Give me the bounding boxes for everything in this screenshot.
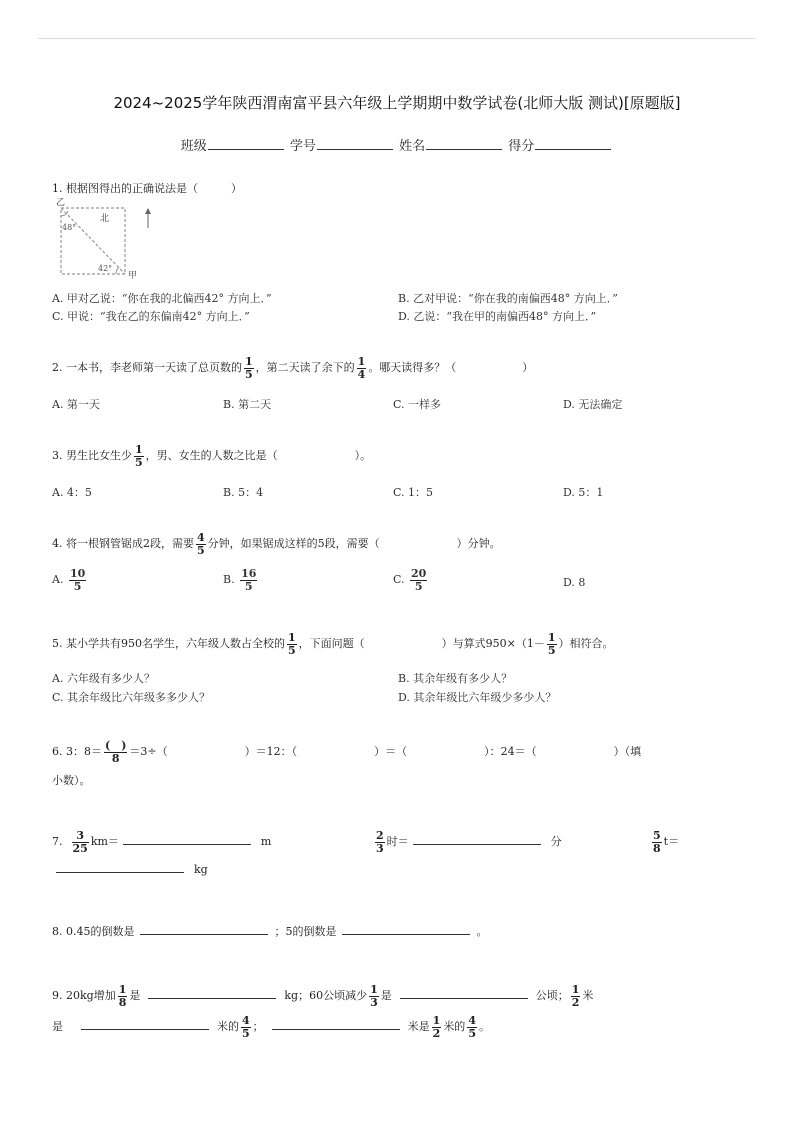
fraction: $\frac{1}{3}$ [370, 983, 378, 1009]
question-5-stem: 5. 某小学共有950名学生，六年级人数占全校的 $\frac{1}{5}$ ，下面问题（ ）与算式950×（1－ $\frac{1}{5}$ ）相符合。 [52, 631, 614, 657]
class-blank[interactable] [208, 137, 284, 150]
question-1-stem: 1. 根据图得出的正确说法是（ ） [52, 182, 242, 195]
direction-figure [52, 194, 152, 280]
point-yi-label: 乙 [56, 198, 66, 208]
q3-option-d[interactable]: D. 5：1 [563, 486, 604, 499]
q2-option-d[interactable]: D. 无法确定 [563, 398, 623, 411]
fraction: $\frac{4}{5}$ [197, 531, 205, 557]
question-2-stem: 2. 一本书，李老师第一天读了总页数的 $\frac{1}{5}$ ，第二天读了余下的 $\frac{1}{4}$ 。哪天读得多？（ ） [52, 355, 534, 381]
q1-option-d[interactable]: D. 乙说：“我在甲的南偏西48° 方向上．” [398, 310, 597, 323]
q2-option-a[interactable]: A. 第一天 [52, 398, 100, 411]
number-blank[interactable] [317, 137, 393, 150]
fraction: $\frac{1}{8}$ [118, 983, 127, 1009]
q5-option-a[interactable]: A. 六年级有多少人？ [52, 672, 155, 685]
fraction: $\frac{1}{5}$ [288, 631, 296, 657]
question-6-stem: 6. 3：8＝ $\frac{( )}{8}$ ＝3÷（ ）＝12：（ ）＝（ ）：24＝（ ）（填 [52, 739, 642, 765]
fraction: $\frac{1}{4}$ [357, 355, 366, 381]
fraction: $\frac{5}{8}$ [653, 829, 661, 855]
q4-option-b[interactable]: B. $\frac{16}{5}$ [223, 567, 257, 593]
page-title: 2024~2025学年陕西渭南富平县六年级上学期期中数学试卷(北师大版 测试)[原题版] [113, 94, 681, 112]
question-9-line-2: 是 米的 $\frac{4}{5}$ ； 米是 $\frac{1}{2}$ 米的 $\frac{4}{5}$ 。 [52, 1014, 490, 1040]
q1-option-b[interactable]: B. 乙对甲说：“你在我的南偏西48° 方向上．” [398, 292, 618, 305]
q4-option-c[interactable]: C. $\frac{20}{5}$ [393, 567, 427, 593]
fraction: $\frac{16}{5}$ [241, 567, 257, 593]
angle-48-label: 48° [62, 223, 77, 232]
fraction: $\frac{4}{5}$ [242, 1014, 250, 1040]
answer-blank[interactable] [81, 1019, 209, 1030]
q4-option-d[interactable]: D. 8 [563, 576, 586, 589]
question-7-part-2: $\frac{2}{3}$ 时＝ 分 [376, 829, 562, 855]
answer-blank[interactable] [272, 1019, 400, 1030]
answer-blank[interactable] [148, 988, 276, 999]
q2-option-b[interactable]: B. 第二天 [223, 398, 272, 411]
score-label: 得分 [508, 139, 535, 154]
class-label: 班级 [180, 139, 207, 154]
fraction: $\frac{10}{5}$ [69, 567, 86, 593]
name-label: 姓名 [399, 139, 426, 154]
q3-option-a[interactable]: A. 4：5 [52, 486, 92, 499]
question-4-stem: 4. 将一根钢管锯成2段，需要 $\frac{4}{5}$ 分钟，如果锯成这样的5段，需要（ ）分钟。 [52, 531, 501, 557]
question-7-part-1: 7. $\frac{3}{25}$ km＝ m [52, 829, 272, 855]
question-9-line-1: 9. 20kg增加 $\frac{1}{8}$ 是 kg；60公顷减少 $\frac{1}{3}$ 是 公顷； $\frac{1}{2}$ 米 [52, 983, 594, 1009]
fraction: $\frac{1}{5}$ [135, 443, 143, 469]
fraction: $\frac{4}{5}$ [468, 1014, 476, 1040]
north-arrow-icon [145, 208, 151, 228]
north-label: 北 [100, 214, 110, 224]
answer-blank[interactable] [140, 924, 268, 935]
header-rule [38, 38, 756, 39]
answer-blank[interactable] [400, 988, 528, 999]
question-7-part-3: $\frac{5}{8}$ t＝ [653, 829, 680, 855]
fraction: $\frac{1}{2}$ [432, 1014, 441, 1040]
q3-option-c[interactable]: C. 1：5 [393, 486, 434, 499]
number-label: 学号 [289, 139, 316, 154]
q5-option-c[interactable]: C. 其余年级比六年级多多少人？ [52, 691, 211, 704]
question-7-part-3-answer: kg [52, 862, 208, 876]
question-8-stem: 8. 0.45的倒数是 ；5的倒数是 。 [52, 925, 488, 938]
answer-blank[interactable] [56, 862, 184, 873]
answer-blank[interactable] [123, 834, 251, 845]
angle-42-label: 42° [98, 264, 113, 273]
score-blank[interactable] [535, 137, 611, 150]
q3-option-b[interactable]: B. 5：4 [223, 486, 264, 499]
q1-option-a[interactable]: A. 甲对乙说：“你在我的北偏西42° 方向上．” [52, 292, 272, 305]
q5-option-d[interactable]: D. 其余年级比六年级少多少人？ [398, 691, 557, 704]
question-6-continuation: 小数）。 [52, 774, 91, 787]
question-3-stem: 3. 男生比女生少 $\frac{1}{5}$ ，男、女生的人数之比是（ ）。 [52, 443, 372, 469]
answer-blank[interactable] [413, 834, 541, 845]
student-info-row [0, 135, 794, 154]
fraction: $\frac{1}{5}$ [245, 355, 253, 381]
fraction: $\frac{2}{3}$ [376, 829, 384, 855]
answer-blank[interactable] [342, 924, 470, 935]
fraction: $\frac{( )}{8}$ [105, 739, 127, 765]
fraction: $\frac{3}{25}$ [72, 829, 88, 855]
fraction: $\frac{20}{5}$ [411, 567, 427, 593]
name-blank[interactable] [426, 137, 502, 150]
q5-option-b[interactable]: B. 其余年级有多少人？ [398, 672, 513, 685]
q2-option-c[interactable]: C. 一样多 [393, 398, 442, 411]
q1-option-c[interactable]: C. 甲说：“我在乙的东偏南42° 方向上．” [52, 310, 250, 323]
fraction: $\frac{1}{5}$ [547, 631, 556, 657]
fraction: $\frac{1}{2}$ [571, 983, 580, 1009]
point-jia-label: 甲 [128, 271, 138, 280]
q4-option-a[interactable]: A. $\frac{10}{5}$ [52, 567, 86, 593]
